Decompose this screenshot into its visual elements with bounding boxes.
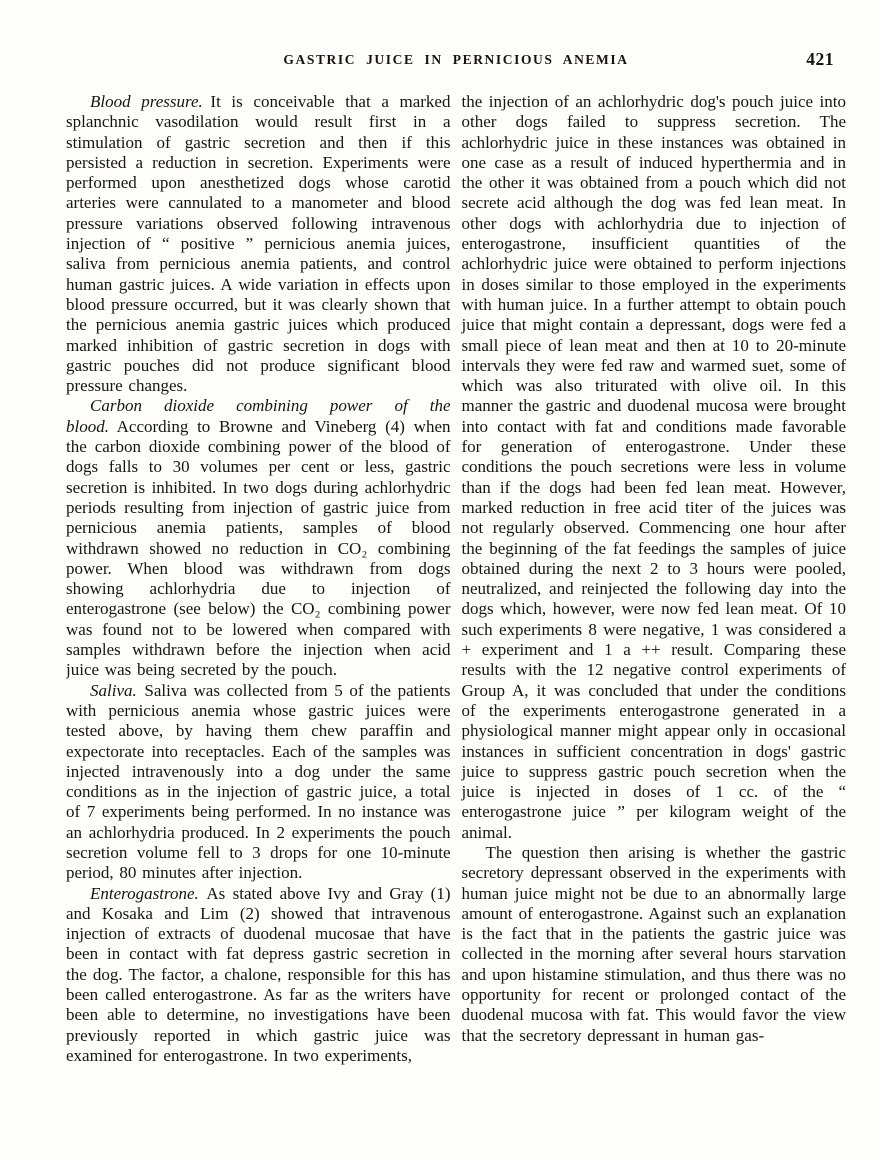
paragraph-saliva (66, 681, 451, 884)
paragraph-lead-carbon-dioxide: Carbon dioxide combining power of the blood. (66, 396, 451, 436)
two-column-body (66, 92, 846, 1122)
paragraph-enterogastrone (66, 884, 451, 1067)
paragraph-lead-saliva: Saliva. (90, 680, 137, 700)
paragraph-carbon-dioxide (66, 396, 451, 680)
paragraph-body-enterogastrone: As stated above Ivy and Gray (1) and Kosaka and Lim (2) showed that intravenous injection of extracts of duodenal mucosae that have been in contact with fat depress gastric secretion in the dog. The factor, a chalone, responsible for this has been called enterogastrone. As far as the writers have been able to determine, no investigations have been previously reported in which gastric juice was examined for enterogastrone. In two experiments, (66, 883, 451, 1065)
right-column (462, 92, 847, 1122)
paragraph-body-question-arising: The question then arising is whether the gastric secretory depressant observed in the experiments with human juice might not be due to an abnormally large amount of enterogastrone. Against such an explanation is the fact that in the patients the gastric juice was collected in the morning after several hours starvation and upon histamine stimulation, and thus there was no opportunity for recent or prolonged contact of the duodenal mucosa with fat. This would favor the view that the secretory depressant in human gas- (461, 842, 846, 1045)
page-number: 421 (806, 49, 834, 69)
paragraph-lead-blood-pressure: Blood pressure. (90, 92, 203, 111)
paragraph-body-carbon-dioxide: According to Browne and Vineberg (4) when the carbon dioxide combining power of the blood of dogs falls to 30 volumes per cent or less, gastric secretion is inhibited. In two dogs during achlorhydric periods resulting from injection of gastric juice from pernicious anemia patients, samples of blood withdrawn showed no reduction in CO₂ combining power. When blood was withdrawn from dogs showing achlorhydria due to injection of enterogastrone (see below) the CO₂ combining power was found not to be lowered when compared with samples withdrawn before the injection when acid juice was being secreted by the pouch. (66, 416, 451, 680)
paragraph-body-blood-pressure: It is conceivable that a marked splanchnic vasodilation would result first in a stimulation of gastric secretion and then if this persisted a reduction in secretion. Experiments were performed upon anesthetized dogs whose carotid arteries were cannulated to a manometer and blood pressure variations observed following intravenous injection of “ positive ” pernicious anemia juices, saliva from pernicious anemia patients, and control human gastric juices. A wide variation in effects upon blood pressure occurred, but it was clearly shown that the pernicious anemia gastric juices which produced marked inhibition of gastric secretion in dogs with gastric pouches did not produce significant blood pressure changes. (66, 92, 451, 396)
paragraph-enterogastrone-continued (462, 92, 847, 843)
left-column (66, 92, 451, 1122)
paragraph-question-arising (462, 843, 847, 1046)
running-header (66, 49, 846, 72)
page-content (66, 49, 846, 1122)
running-head-title: GASTRIC JUICE IN PERNICIOUS ANEMIA (283, 52, 629, 67)
paragraph-body-enterogastrone-continued: the injection of an achlorhydric dog's pouch juice into other dogs failed to suppress secretion. The achlorhydric juice in these instances was obtained in one case as a result of induced hyperthermia and in the other it was obtained from a pouch which did not secrete acid although the dog was fed lean meat. In other dogs with achlorhydria due to injection of enterogastrone, insufficient quantities of the achlorhydric juice were obtained to perform injections in doses similar to those employed in the experiments with human juice. In a further attempt to obtain pouch juice that might contain a depressant, dogs were fed a small piece of lean meat and then at 10 to 20-minute intervals they were fed raw and warmed suet, some of which was also triturated with olive oil. In this manner the gastric and duodenal mucosa were brought into contact with fat and conditions made favorable for generation of enterogastrone. Under these conditions the pouch secretions were less in volume than if the dogs had been fed lean meat. However, marked reduction in free acid titer of the juices was not regularly observed. Commencing one hour after the beginning of the fat feedings the samples of juice obtained during the next 2 to 3 hours were pooled, neutralized, and reinjected the following day into the dogs which, however, were now fed lean meat. Of 10 such experiments 8 were negative, 1 was considered a + experiment and 1 a ++ result. Comparing these results with the 12 negative control experiments of Group A, it was concluded that under the conditions of the experiments enterogastrone generated in a physiological manner might appear only in occasional instances in sufficient concentration in dogs' gastric juice to suppress gastric pouch secretion when the juice is injected in doses of 1 cc. of the “ enterogastrone juice ” per kilogram weight of the animal. (461, 92, 846, 842)
paragraph-lead-enterogastrone: Enterogastrone. (90, 883, 199, 903)
paragraph-blood-pressure (66, 92, 451, 396)
paragraph-body-saliva: Saliva was collected from 5 of the patients with pernicious anemia whose gastric juices were tested above, by having them chew paraffin and expectorate into receptacles. Each of the samples was injected intravenously into a dog under the same conditions as in the injection of gastric juice, a total of 7 experiments being performed. In no instance was an achlorhydria produced. In 2 experiments the pouch secretion volume fell to 3 drops for one 10-minute period, 80 minutes after injection. (66, 680, 451, 883)
